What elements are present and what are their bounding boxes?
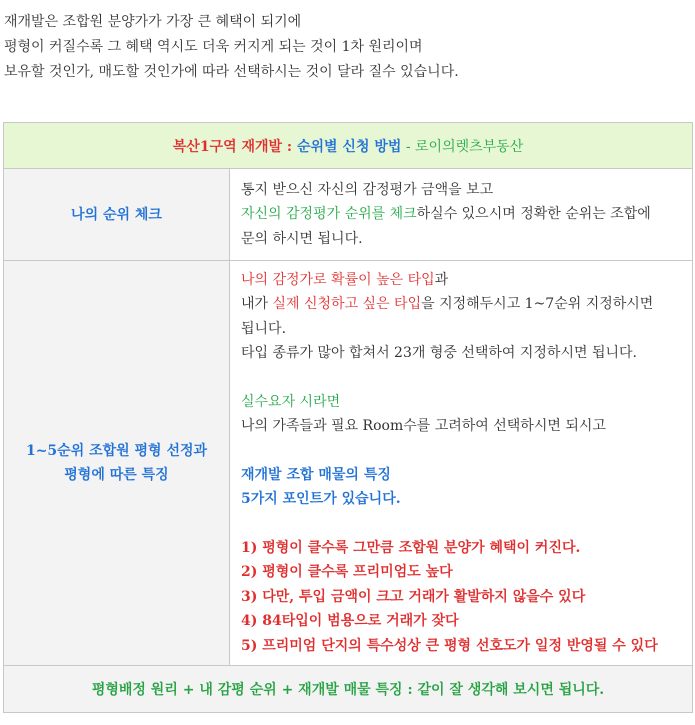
intro-line: 재개발은 조합원 분양가가 가장 큰 혜택이 되기에 [4, 14, 302, 30]
highlight-red: 나의 감정가로 확률이 높은 타입 [241, 271, 435, 288]
feature-item: 5) 프리미엄 단지의 특수성상 큰 평형 선호도가 일정 반영될 수 있다 [241, 637, 658, 654]
intro-line: 보유할 것인가, 매도할 것인가에 따라 선택하시는 것이 달라 질수 있습니다. [4, 64, 459, 80]
row-content-rank-check [230, 169, 693, 261]
table-row [4, 169, 693, 261]
spacer [241, 366, 682, 390]
table-header-row [4, 123, 693, 169]
content-text: 내가 [241, 296, 273, 313]
content-text: 과 [434, 271, 449, 288]
feature-item: 4) 84타입이 범용으로 거래가 잦다 [241, 613, 459, 630]
label-line: 1~5순위 조합원 평형 선정과 [25, 443, 208, 459]
table-row [4, 261, 693, 666]
content-line [241, 268, 682, 293]
content-line: 문의 하시면 됩니다. [241, 230, 363, 247]
content-line: 나의 가족들과 필요 Room수를 고려하여 선택하시면 되시고 [241, 418, 606, 435]
label-line: 평형에 따른 특징 [64, 467, 169, 483]
header-source: - 로이의렛츠부동산 [401, 138, 524, 155]
feature-item: 1) 평형이 클수록 그만큼 조합원 분양가 혜택이 커진다. [241, 539, 581, 556]
content-line: 됩니다. [241, 320, 287, 337]
highlight-red: 실제 신청하고 싶은 타입 [272, 296, 422, 313]
header-project: 복산1구역 재개발 : [172, 138, 297, 155]
spacer [241, 439, 682, 463]
content-line [241, 202, 682, 227]
row-label-rank-check: 나의 순위 체크 [4, 169, 230, 261]
features-title: 5가지 포인트가 있습니다. [241, 491, 401, 508]
features-title: 재개발 조합 매물의 특징 [241, 466, 391, 483]
highlight-green: 자신의 감정평가 순위를 체크 [241, 206, 417, 223]
spacer [241, 512, 682, 536]
feature-item: 3) 다만, 투입 금액이 크고 거래가 활발하지 않을수 있다 [241, 588, 586, 605]
content-line: 타입 종류가 많아 합쳐서 23개 형중 선택하여 지정하시면 됩니다. [241, 345, 637, 362]
row-content-type-selection [230, 261, 693, 666]
content-text: 을 지정해두시고 1~7순위 지정하시면 [421, 296, 654, 313]
intro-line: 평형이 커질수록 그 혜택 역시도 더욱 커지게 되는 것이 1차 원리이며 [4, 39, 423, 55]
table-footer: 평형배정 원리 + 내 감평 순위 + 재개발 매물 특징 : 같이 잘 생각해 보시면 됩니다. [4, 666, 693, 713]
table-footer-row [4, 666, 693, 713]
highlight-green: 실수요자 시라면 [241, 393, 341, 410]
content-text: 하실수 있으시며 정확한 순위는 조합에 [416, 206, 651, 223]
row-label-type-selection [4, 261, 230, 666]
guide-table [3, 122, 693, 713]
feature-item: 2) 평형이 클수록 프리미엄도 높다 [241, 564, 453, 581]
intro-text [0, 0, 695, 85]
header-topic: 순위별 신청 방법 [296, 138, 402, 155]
content-line [241, 292, 682, 317]
content-line: 통지 받으신 자신의 감정평가 금액을 보고 [241, 181, 494, 198]
table-header [4, 123, 693, 169]
